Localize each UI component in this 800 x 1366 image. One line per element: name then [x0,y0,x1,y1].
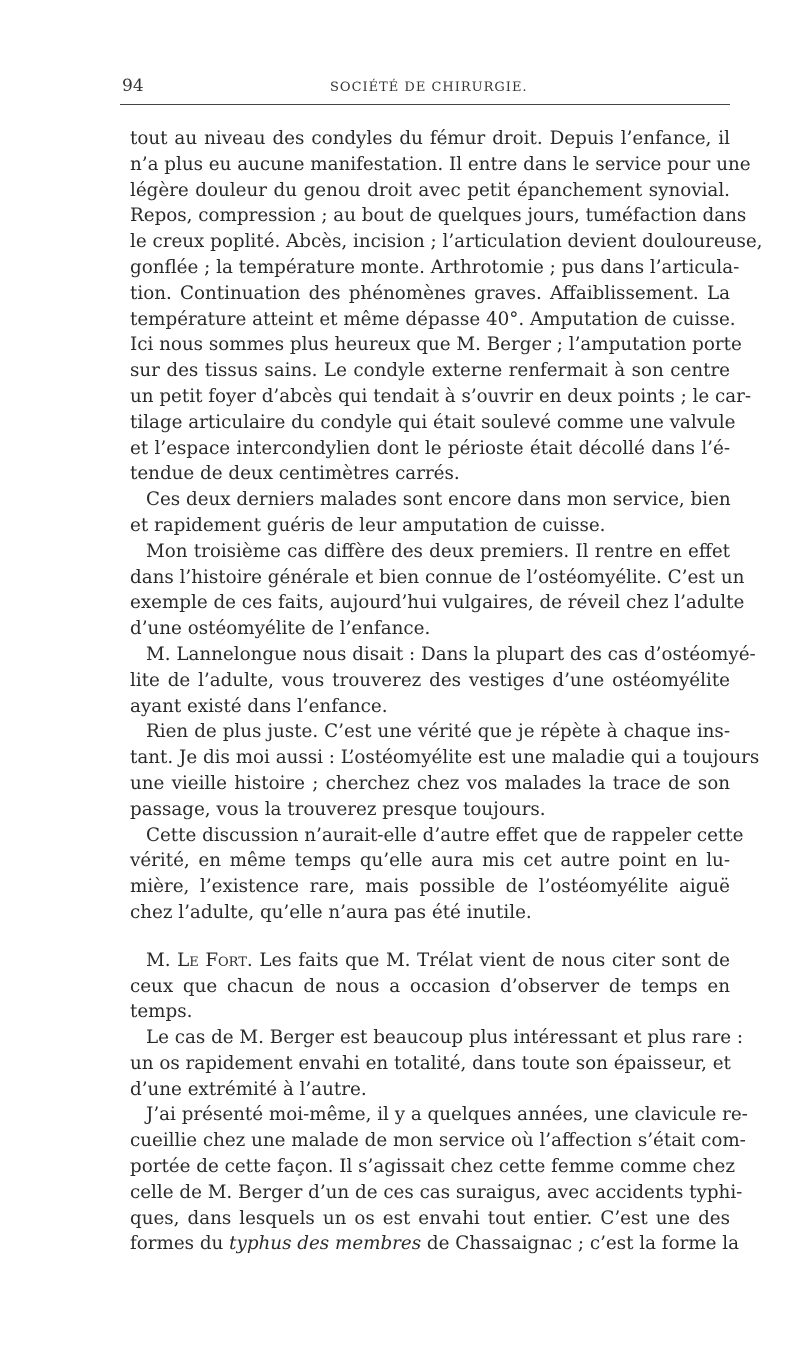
paragraph [130,823,744,926]
page-header [120,74,730,102]
text-line: tion. Continuation des phénomènes graves. Affaiblissement. La [130,282,730,304]
text-line: Le cas de M. Berger est beaucoup plus intéressant et plus rare : [146,1027,744,1049]
paragraph [130,1025,744,1102]
text-line: le creux poplité. Abcès, incision ; l’articulation devient douloureuse, [130,231,763,253]
running-head: SOCIÉTÉ DE CHIRURGIE. [330,80,528,95]
text-line: M. Lannelongue nous disait : Dans la plupart des cas d’ostéomyé- [146,643,756,665]
speaker-name: M. Le Fort. [146,949,253,971]
text-line: vérité, en même temps qu’elle aura mis cet autre point en lu- [130,850,730,872]
text-line: et l’espace intercondylien dont le périoste était décollé dans l’é- [130,437,730,459]
text-line: exemple de ces faits, aujourd’hui vulgaires, de réveil chez l’adulte [130,592,745,614]
text-line: tant. Je dis moi aussi : L’ostéomyélite est une maladie qui a toujours [130,747,760,769]
header-rule [120,104,730,105]
text-line: Cette discussion n’aurait-elle d’autre effet que de rappeler cette [146,824,744,846]
text-fragment: formes du [130,1233,230,1255]
text-line: gonflée ; la température monte. Arthrotomie ; pus dans l’articula- [130,256,740,278]
text-line [130,1231,740,1257]
text-line: et rapidement guéris de leur amputation de cuisse. [130,514,606,536]
text-line: n’a plus eu aucune manifestation. Il entre dans le service pour une [130,153,751,175]
text-line: ques, dans lesquels un os est envahi tout entier. C’est une des [130,1207,730,1229]
section-gap [130,926,730,948]
text-line: Mon troisième cas diffère des deux premiers. Il rentre en effet [146,540,730,562]
text-line: celle de M. Berger d’un de ces cas suraigus, avec accidents typhi- [130,1181,743,1203]
paragraph [130,948,730,1025]
text-line [130,948,730,974]
paragraph [130,1102,748,1257]
paragraph [130,642,756,719]
text-line: d’une ostéomyélite de l’enfance. [130,618,431,640]
paragraph [130,487,730,539]
text-fragment: Les faits que M. Trélat vient de nous citer sont de [259,949,731,971]
text-line: tilage articulaire du condyle qui était soulevé comme une valvule [130,411,736,433]
text-line: Repos, compression ; au bout de quelques jours, tuméfaction dans [130,205,747,227]
text-fragment: de Chassaignac ; c’est la forme la [421,1233,740,1255]
text-line: un petit foyer d’abcès qui tendait à s’ouvrir en deux points ; le car- [130,385,752,407]
text-line: portée de cette façon. Il s’agissait chez cette femme comme chez [130,1156,735,1178]
text-line: température atteint et même dépasse 40°. Amputation de cuisse. [130,308,736,330]
text-line: dans l’histoire générale et bien connue de l’ostéomyélite. C’est un [130,566,745,588]
paragraph [130,719,760,822]
paragraph [130,539,745,642]
text-line: lite de l’adulte, vous trouverez des vestiges d’une ostéomyélite [130,669,730,691]
text-line: J’ai présenté moi-même, il y a quelques années, une clavicule re- [146,1104,748,1126]
text-line: Rien de plus juste. C’est une vérité que je répète à chaque ins- [146,721,730,743]
text-line: Ici nous sommes plus heureux que M. Berger ; l’amputation porte [130,334,742,356]
text-line: cueillie chez une malade de mon service où l’affection s’était com- [130,1130,746,1152]
text-line: sur des tissus sains. Le condyle externe renfermait à son centre [130,360,730,382]
text-line: mière, l’existence rare, mais possible de l’ostéomyélite aiguë [130,876,730,898]
text-line: d’une extrémité à l’autre. [130,1078,367,1100]
text-line: passage, vous la trouverez presque toujours. [130,798,546,820]
text-line: légère douleur du genou droit avec petit épanchement synovial. [130,179,730,201]
italic-term: typhus des membres [229,1233,422,1255]
text-line: ayant existé dans l’enfance. [130,695,388,717]
text-line: tout au niveau des condyles du fémur droit. Depuis l’enfance, il [130,128,730,149]
text-line: chez l’adulte, qu’elle n’aura pas été inutile. [130,901,532,923]
text-line: temps. [130,1001,193,1023]
text-line: Ces deux derniers malades sont encore dans mon service, bien [146,489,731,511]
paragraph [130,126,763,487]
text-line: tendue de deux centimètres carrés. [130,463,460,485]
text-line: un os rapidement envahi en totalité, dans toute son épaisseur, et [130,1052,731,1074]
body-text [130,126,763,1257]
text-line: une vieille histoire ; cherchez chez vos malades la trace de son [130,772,730,794]
text-line: ceux que chacun de nous a occasion d’observer de temps en [130,975,730,997]
page-number: 94 [122,76,144,96]
